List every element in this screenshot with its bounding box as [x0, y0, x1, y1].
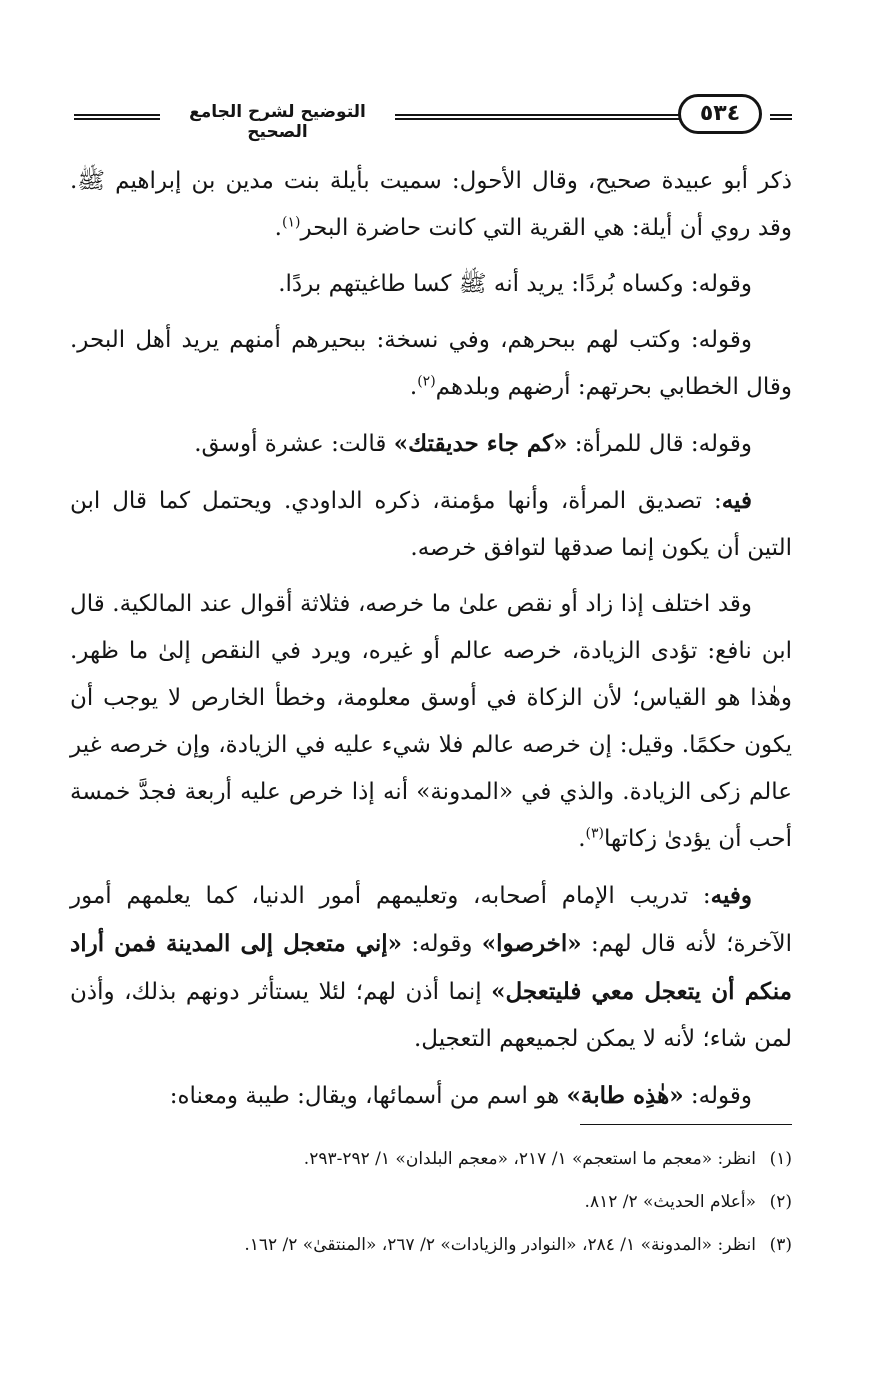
text-run: وقوله: وكساه بُردًا: يريد أنه ﷺ كسا طاغيتهم بردًا.: [278, 271, 752, 297]
text-run: .: [578, 826, 586, 852]
paragraph-4: [70, 420, 792, 468]
footnote-text: انظر: «المدونة» ١/ ٢٨٤، «النوادر والزيادات» ٢/ ٢٦٧، «المنتقىٰ» ٢/ ١٦٢.: [244, 1235, 756, 1255]
page-number: ٥٣٤: [678, 94, 762, 134]
running-header: [70, 94, 792, 140]
bold-phrase: «كم جاء حديقتك»: [393, 430, 568, 457]
footnote-number: (١): [769, 1149, 792, 1169]
paragraph-8: [70, 1072, 792, 1120]
text-run: : تدريب الإمام أصحابه، وتعليمهم أمور الدنيا، كما يعلمهم أمور الآخرة؛ لأنه قال لهم:: [70, 883, 792, 957]
bold-phrase: فيه: [721, 487, 752, 514]
header-rule-right: [770, 114, 792, 120]
bold-phrase: وفيه: [710, 882, 752, 909]
footnote-text: انظر: «معجم ما استعجم» ١/ ٢١٧، «معجم البلدان» ١/ ٢٩٢-٢٩٣.: [303, 1149, 756, 1169]
main-text: [70, 158, 792, 1129]
paragraph-2: [70, 261, 792, 308]
text-run: وقد اختلف إذا زاد أو نقص علىٰ ما خرصه، فثلاثة أقوال عند المالكية. قال ابن نافع: تؤدى الزيادة، خرصه عالم أو غيره، ويرد في النقص إلىٰ ما ظهر. وهٰذا هو القياس؛ لأن الزكاة في أوسق معلومة، وخطأ الخارص لا يوجب أن يكون حكمًا. وقيل: إن خرصه عالم فلا شيء عليه في الزيادة، وإن خرصه غير عالم زكى الزيادة. والذي في «المدونة» أنه إذا خرص عليه أربعة فجدَّ خمسة أحب أن يؤدىٰ زكاتها: [70, 591, 792, 852]
footnote-number: (٢): [769, 1192, 792, 1212]
text-run: وقوله: قال للمرأة:: [567, 431, 752, 457]
footnote-separator: [580, 1124, 792, 1125]
bold-phrase: «هٰذِه طابة»: [566, 1082, 684, 1109]
text-run: .: [274, 215, 282, 241]
paragraph-3: [70, 317, 792, 411]
text-run: هو اسم من أسمائها، ويقال: طيبة ومعناه:: [169, 1083, 567, 1109]
paragraph-6: [70, 581, 792, 863]
paragraph-5: [70, 477, 792, 572]
text-run: .: [409, 374, 418, 400]
text-run: : تصديق المرأة، وأنها مؤمنة، ذكره الداودي. ويحتمل كما قال ابن التين أن يكون إنما صدقها لتوافق خرصه.: [70, 488, 792, 561]
text-run: ذكر أبو عبيدة صحيح، وقال الأحول: سميت بأيلة بنت مدين بن إبراهيم ﷺ. وقد روي أن أيلة: هي القرية التي كانت حاضرة البحر: [70, 168, 792, 241]
header-rule-middle: [395, 114, 715, 120]
text-run: وقوله: وكتب لهم ببحرهم، وفي نسخة: ببحيرهم أمنهم يريد أهل البحر. وقال الخطابي بحرتهم: أرضهم وبلدهم: [70, 327, 792, 400]
header-rule-left: [74, 114, 160, 120]
paragraph-7: [70, 872, 792, 1063]
footnote-2: [70, 1181, 792, 1224]
text-run: وقوله:: [402, 931, 482, 957]
footnote-ref: (٢): [417, 373, 436, 390]
paragraph-1: [70, 158, 792, 252]
bold-phrase: «اخرصوا»: [481, 930, 582, 957]
footnote-3: [70, 1224, 792, 1267]
footnote-ref: (١): [281, 214, 301, 231]
text-run: وقوله:: [683, 1083, 752, 1109]
footnote-ref: (٣): [585, 825, 604, 842]
text-run: إنما أذن لهم؛ لئلا يستأثر دونهم بذلك، وأذن لمن شاء؛ لأنه لا يمكن لجميعهم التعجيل.: [70, 979, 792, 1052]
bold-phrase: «إني متعجل إلى المدينة فمن أراد منكم أن يتعجل معي فليتعجل»: [70, 930, 793, 1005]
footnote-1: [70, 1138, 792, 1181]
footnote-text: «أعلام الحديث» ٢/ ٨١٢.: [584, 1192, 756, 1212]
footnote-number: (٣): [769, 1235, 792, 1255]
text-run: قالت: عشرة أوسق.: [194, 431, 394, 457]
running-title: التوضيح لشرح الجامع الصحيح: [189, 102, 366, 142]
footnotes: [70, 1138, 792, 1267]
